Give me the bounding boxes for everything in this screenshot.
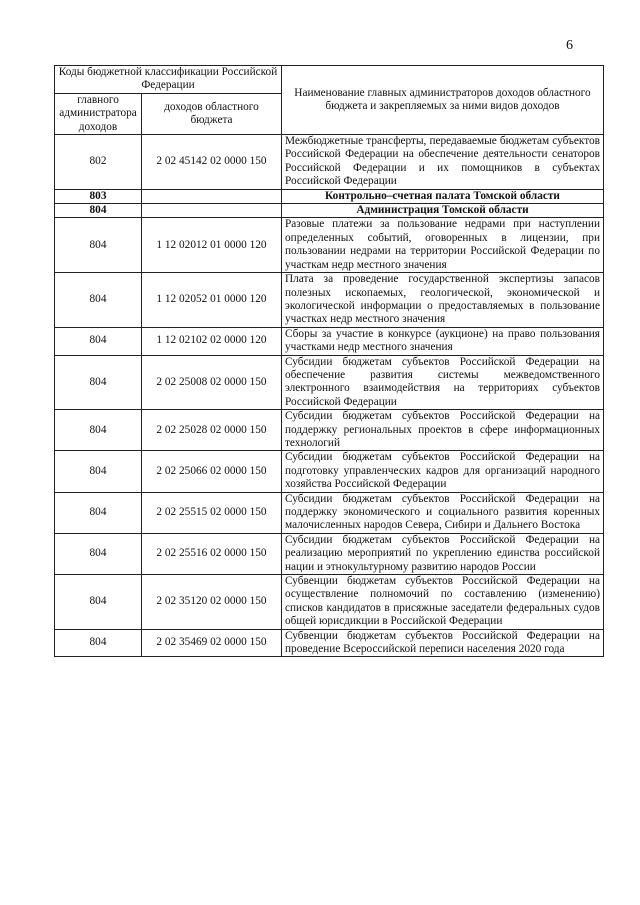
table-row [55,355,604,410]
revenue-name-cell: Субсидии бюджетам субъектов Российской Федерации на реализацию мероприятий по укреплению единства российской нации и этнокультурному развитию народов России [282,533,604,574]
revenue-code-cell: 1 12 02052 01 0000 120 [142,273,282,328]
table-row [55,204,604,218]
admin-code-cell: 803 [55,189,142,203]
admin-code-cell: 804 [55,492,142,533]
revenue-name-cell: Администрация Томской области [282,204,604,218]
table-row [55,492,604,533]
table-row [55,451,604,492]
table-row [55,189,604,203]
table-row [55,273,604,328]
page-number: 6 [566,38,573,53]
admin-code-cell: 804 [55,533,142,574]
table-row [55,327,604,355]
revenue-code-cell: 2 02 35120 02 0000 150 [142,575,282,630]
revenue-code-cell: 2 02 25066 02 0000 150 [142,451,282,492]
admin-code-cell: 804 [55,451,142,492]
admin-code-cell: 804 [55,218,142,273]
table-row [55,533,604,574]
revenue-name-cell: Сборы за участие в конкурсе (аукционе) на право пользования участками недр местного значения [282,327,604,355]
revenue-name-cell: Контрольно–счетная палата Томской области [282,189,604,203]
revenue-code-cell: 2 02 35469 02 0000 150 [142,629,282,657]
table-row [55,135,604,190]
code-column-header: доходов областного бюджета [142,93,282,134]
revenue-code-cell: 1 12 02012 01 0000 120 [142,218,282,273]
revenue-code-cell: 2 02 25515 02 0000 150 [142,492,282,533]
admin-column-header: главного администратора доходов [55,93,142,134]
admin-code-cell: 804 [55,355,142,410]
codes-group-header: Коды бюджетной классификации Российской Федерации [55,66,282,94]
revenue-code-cell [142,189,282,203]
table-row [55,410,604,451]
revenue-name-cell: Субсидии бюджетам субъектов Российской Федерации на подготовку управленческих кадров для организаций народного хозяйства Российской Федерации [282,451,604,492]
name-column-header: Наименование главных администраторов доходов областного бюджета и закрепляемых за ними видов доходов [282,66,604,135]
revenue-code-cell [142,204,282,218]
admin-code-cell: 804 [55,629,142,657]
revenue-name-cell: Субвенции бюджетам субъектов Российской Федерации на проведение Всероссийской переписи населения 2020 года [282,629,604,657]
revenue-name-cell: Субвенции бюджетам субъектов Российской Федерации на осуществление полномочий по составлению (изменению) списков кандидатов в присяжные заседатели федеральных судов общей юрисдикции в Российской Федерации [282,575,604,630]
admin-code-cell: 804 [55,575,142,630]
table-row [55,629,604,657]
revenue-code-cell: 2 02 25008 02 0000 150 [142,355,282,410]
revenue-code-cell: 2 02 25028 02 0000 150 [142,410,282,451]
admin-code-cell: 804 [55,410,142,451]
admin-code-cell: 804 [55,204,142,218]
admin-code-cell: 804 [55,327,142,355]
revenue-name-cell: Разовые платежи за пользование недрами при наступлении определенных событий, оговоренных в лицензии, при пользовании недрами на территории Российской Федерации по участкам недр местного значения [282,218,604,273]
revenue-code-cell: 2 02 45142 02 0000 150 [142,135,282,190]
table-row [55,218,604,273]
revenue-code-cell: 2 02 25516 02 0000 150 [142,533,282,574]
revenue-name-cell: Межбюджетные трансферты, передаваемые бюджетам субъектов Российской Федерации на обеспечение деятельности сенаторов Российской Федерации и их помощников в субъектах Российской Федерации [282,135,604,190]
revenue-name-cell: Субсидии бюджетам субъектов Российской Федерации на поддержку экономического и социального развития коренных малочисленных народов Севера, Сибири и Дальнего Востока [282,492,604,533]
revenue-name-cell: Субсидии бюджетам субъектов Российской Федерации на обеспечение развития системы межведомственного электронного взаимодействия на территориях субъектов Российской Федерации [282,355,604,410]
revenue-name-cell: Плата за проведение государственной экспертизы запасов полезных ископаемых, геологической, экономической и экологической информации о предоставляемых в пользование участках недр местного значения [282,273,604,328]
table-row [55,575,604,630]
revenue-name-cell: Субсидии бюджетам субъектов Российской Федерации на поддержку региональных проектов в сфере информационных технологий [282,410,604,451]
table-body [55,135,604,657]
revenue-code-cell: 1 12 02102 02 0000 120 [142,327,282,355]
budget-classification-table [54,65,604,657]
admin-code-cell: 804 [55,273,142,328]
admin-code-cell: 802 [55,135,142,190]
